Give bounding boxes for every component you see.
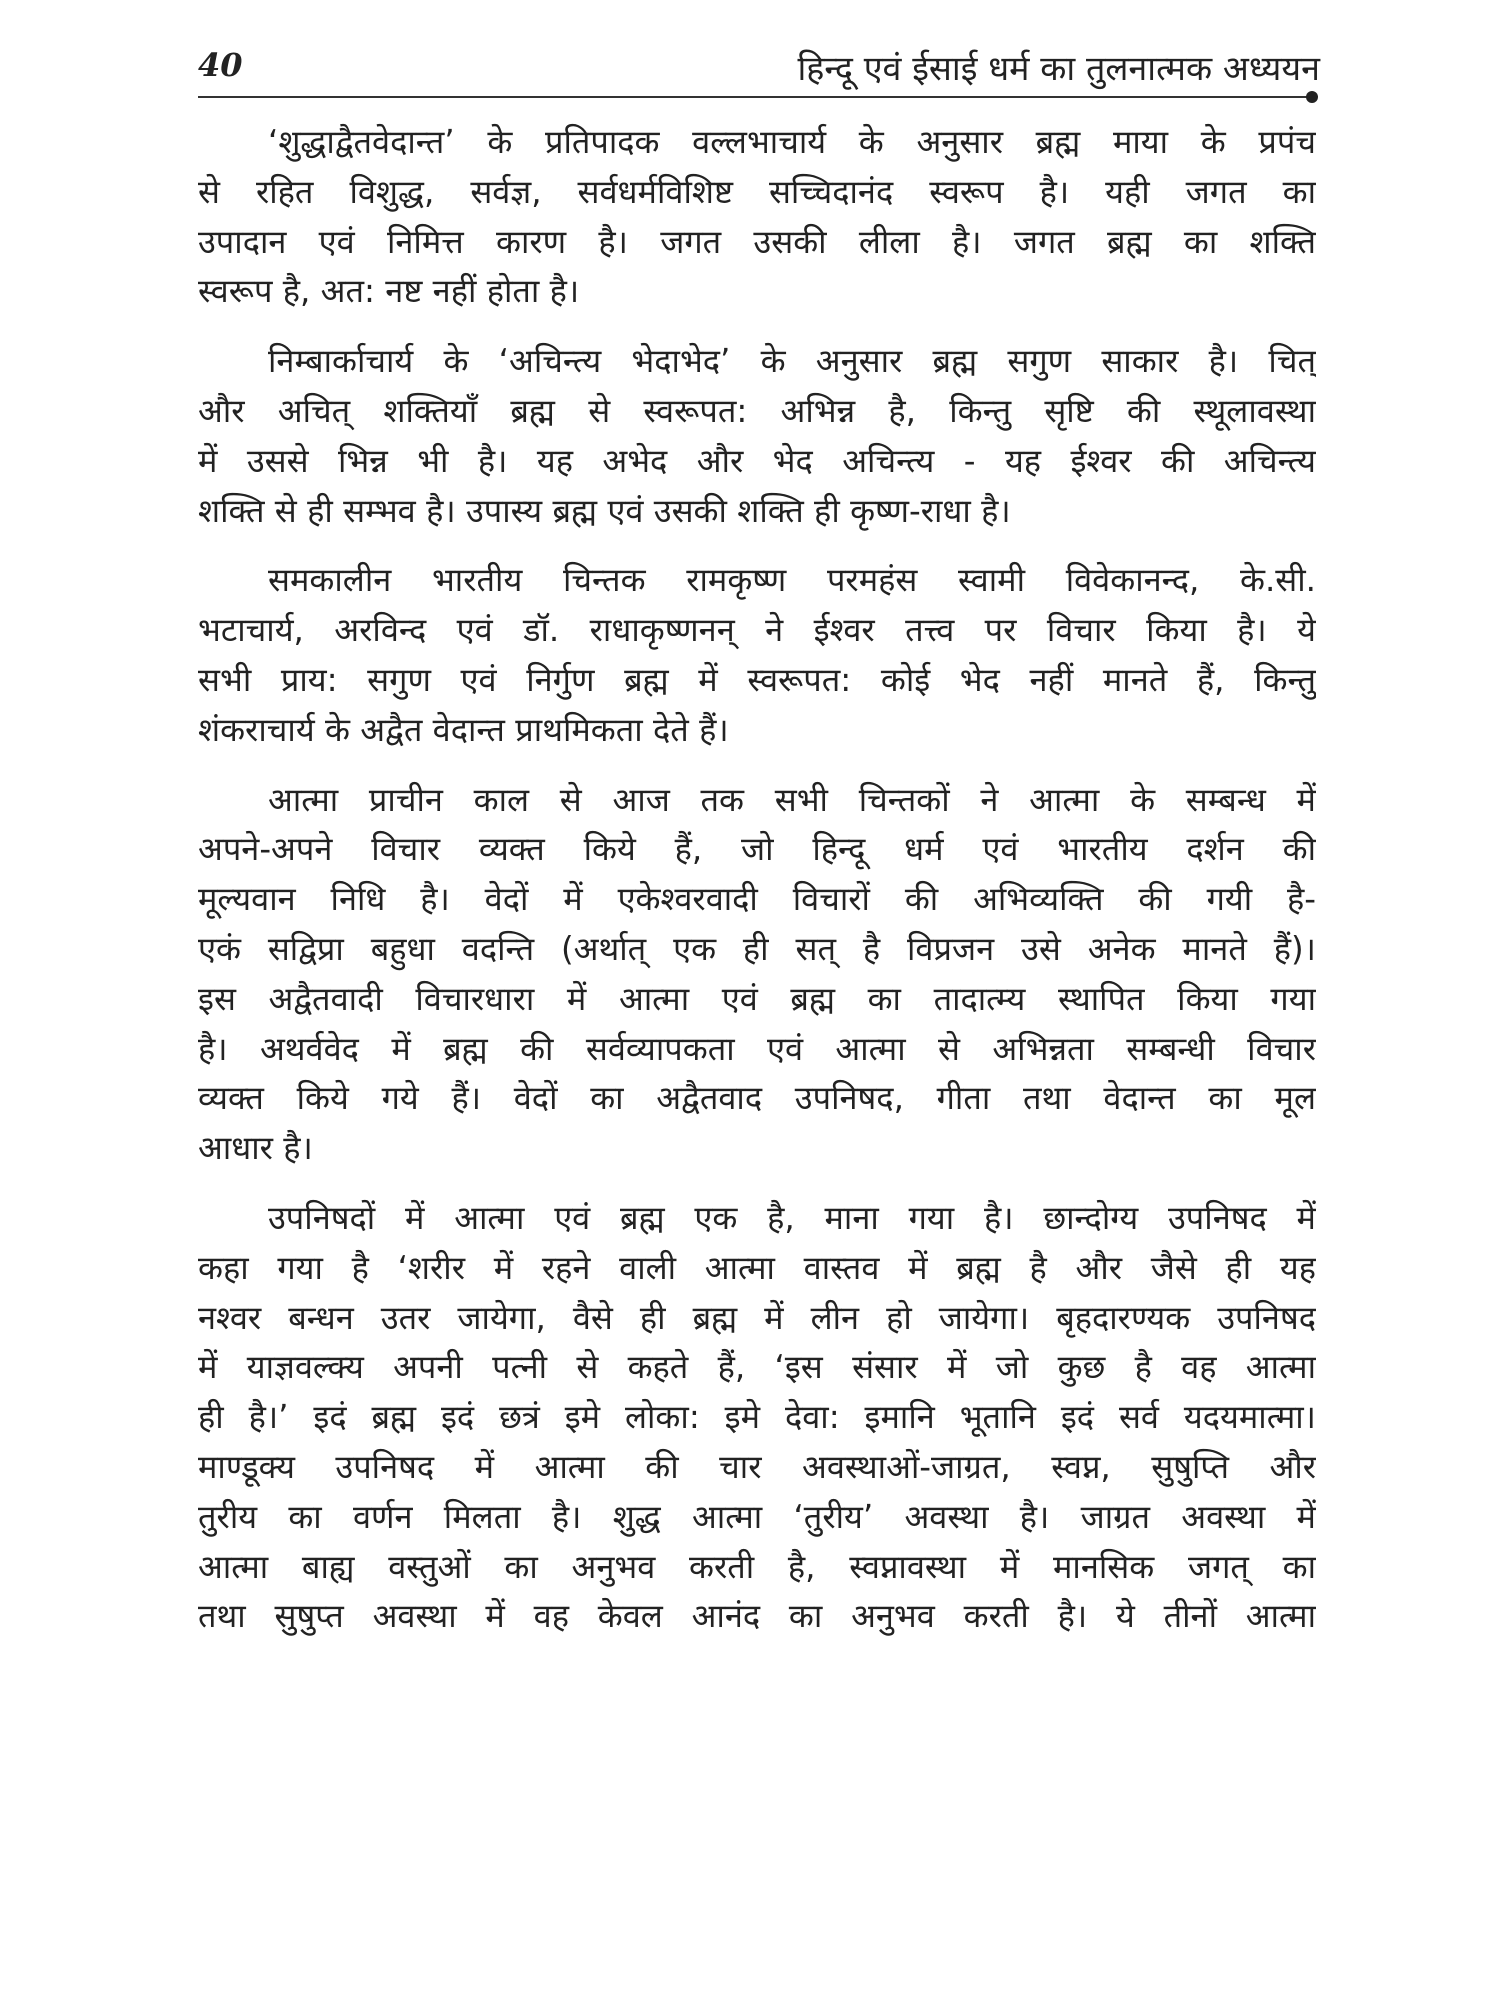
text-line: में उससे भिन्न भी है। यह अभेद और भेद अचिन्त्य - यह ईश्वर की अचिन्त्य [198, 441, 1316, 480]
text-line: नश्वर बन्धन उतर जायेगा, वैसे ही ब्रह्म में लीन हो जायेगा। बृहदारण्यक उपनिषद [198, 1298, 1316, 1337]
text-line: उपादान एवं निमित्त कारण है। जगत उसकी लीला है। जगत ब्रह्म का शक्ति [198, 222, 1316, 261]
text-line: शंकराचार्य के अद्वैत वेदान्त प्राथमिकता देते हैं। [198, 710, 729, 749]
text-line: से रहित विशुद्ध, सर्वज्ञ, सर्वधर्मविशिष्ट सच्चिदानंद स्वरूप है। यही जगत का [198, 172, 1316, 211]
text-line: व्यक्त किये गये हैं। वेदों का अद्वैतवाद उपनिषद, गीता तथा वेदान्त का मूल [198, 1079, 1316, 1118]
body-text [198, 118, 1316, 1662]
running-head: हिन्दू एवं ईसाई धर्म का तुलनात्मक अध्ययन [797, 49, 1320, 89]
text-line: आधार है। [198, 1129, 313, 1168]
paragraph-upanishads [198, 1194, 1316, 1642]
text-line: ही है।’ इदं ब्रह्म इदं छत्रं इमे लोका: इमे देवा: इमानि भूतानि इदं सर्व यदयमात्मा। [198, 1398, 1316, 1437]
page-header [198, 44, 1320, 96]
text-line: शक्ति से ही सम्भव है। उपास्य ब्रह्म एवं उसकी शक्ति ही कृष्ण-राधा है। [198, 491, 1011, 530]
text-line: निम्बार्काचार्य के ‘अचिन्त्य भेदाभेद’ के अनुसार ब्रह्म सगुण साकार है। चित् [268, 342, 1316, 381]
paragraph-nimbarka [198, 337, 1316, 536]
header-rule [198, 96, 1310, 98]
text-line: आत्मा प्राचीन काल से आज तक सभी चिन्तकों ने आत्मा के सम्बन्ध में [268, 780, 1316, 819]
text-line: आत्मा बाह्य वस्तुओं का अनुभव करती है, स्वप्नावस्था में मानसिक जगत् का [198, 1547, 1316, 1586]
text-line: एकं सद्विप्रा बहुधा वदन्ति (अर्थात् एक ही सत् है विप्रजन उसे अनेक मानते हैं)। [198, 929, 1316, 968]
text-line: तथा सुषुप्त अवस्था में वह केवल आनंद का अनुभव करती है। ये तीनों आत्मा [198, 1597, 1316, 1636]
text-line: ‘शुद्धाद्वैतवेदान्त’ के प्रतिपादक वल्लभाचार्य के अनुसार ब्रह्म माया के प्रपंच [268, 123, 1316, 161]
paragraph-shuddhadvaita [198, 118, 1316, 317]
text-line: उपनिषदों में आत्मा एवं ब्रह्म एक है, माना गया है। छान्दोग्य उपनिषद में [268, 1198, 1316, 1237]
paragraph-contemporary-thinkers [198, 556, 1316, 755]
text-line: मूल्यवान निधि है। वेदों में एकेश्वरवादी विचारों की अभिव्यक्ति की गयी है- [198, 880, 1316, 919]
header-rule-dot [1306, 91, 1318, 103]
text-line: में याज्ञवल्क्य अपनी पत्नी से कहते हैं, ‘इस संसार में जो कुछ है वह आत्मा [198, 1348, 1316, 1387]
page-number: 40 [198, 46, 243, 84]
text-line: और अचित् शक्तियाँ ब्रह्म से स्वरूपत: अभिन्न है, किन्तु सृष्टि की स्थूलावस्था [198, 391, 1316, 430]
text-line: समकालीन भारतीय चिन्तक रामकृष्ण परमहंस स्वामी विवेकानन्द, के.सी. [268, 561, 1316, 600]
text-line: स्वरूप है, अत: नष्ट नहीं होता है। [198, 272, 580, 311]
text-line: इस अद्वैतवादी विचारधारा में आत्मा एवं ब्रह्म का तादात्म्य स्थापित किया गया [198, 979, 1316, 1018]
text-line: है। अथर्ववेद में ब्रह्म की सर्वव्यापकता एवं आत्मा से अभिन्नता सम्बन्धी विचार [198, 1029, 1316, 1068]
text-line: तुरीय का वर्णन मिलता है। शुद्ध आत्मा ‘तुरीय’ अवस्था है। जाग्रत अवस्था में [198, 1497, 1316, 1536]
text-line: कहा गया है ‘शरीर में रहने वाली आत्मा वास्तव में ब्रह्म है और जैसे ही यह [198, 1248, 1316, 1287]
text-line: अपने-अपने विचार व्यक्त किये हैं, जो हिन्दू धर्म एवं भारतीय दर्शन की [198, 830, 1316, 869]
text-line: भटाचार्य, अरविन्द एवं डॉ. राधाकृष्णनन् ने ईश्वर तत्त्व पर विचार किया है। ये [198, 611, 1316, 650]
paragraph-atma [198, 776, 1316, 1174]
text-line: सभी प्राय: सगुण एवं निर्गुण ब्रह्म में स्वरूपत: कोई भेद नहीं मानते हैं, किन्तु [198, 660, 1316, 699]
text-line: माण्डूक्य उपनिषद में आत्मा की चार अवस्थाओं-जाग्रत, स्वप्न, सुषुप्ति और [198, 1447, 1316, 1486]
